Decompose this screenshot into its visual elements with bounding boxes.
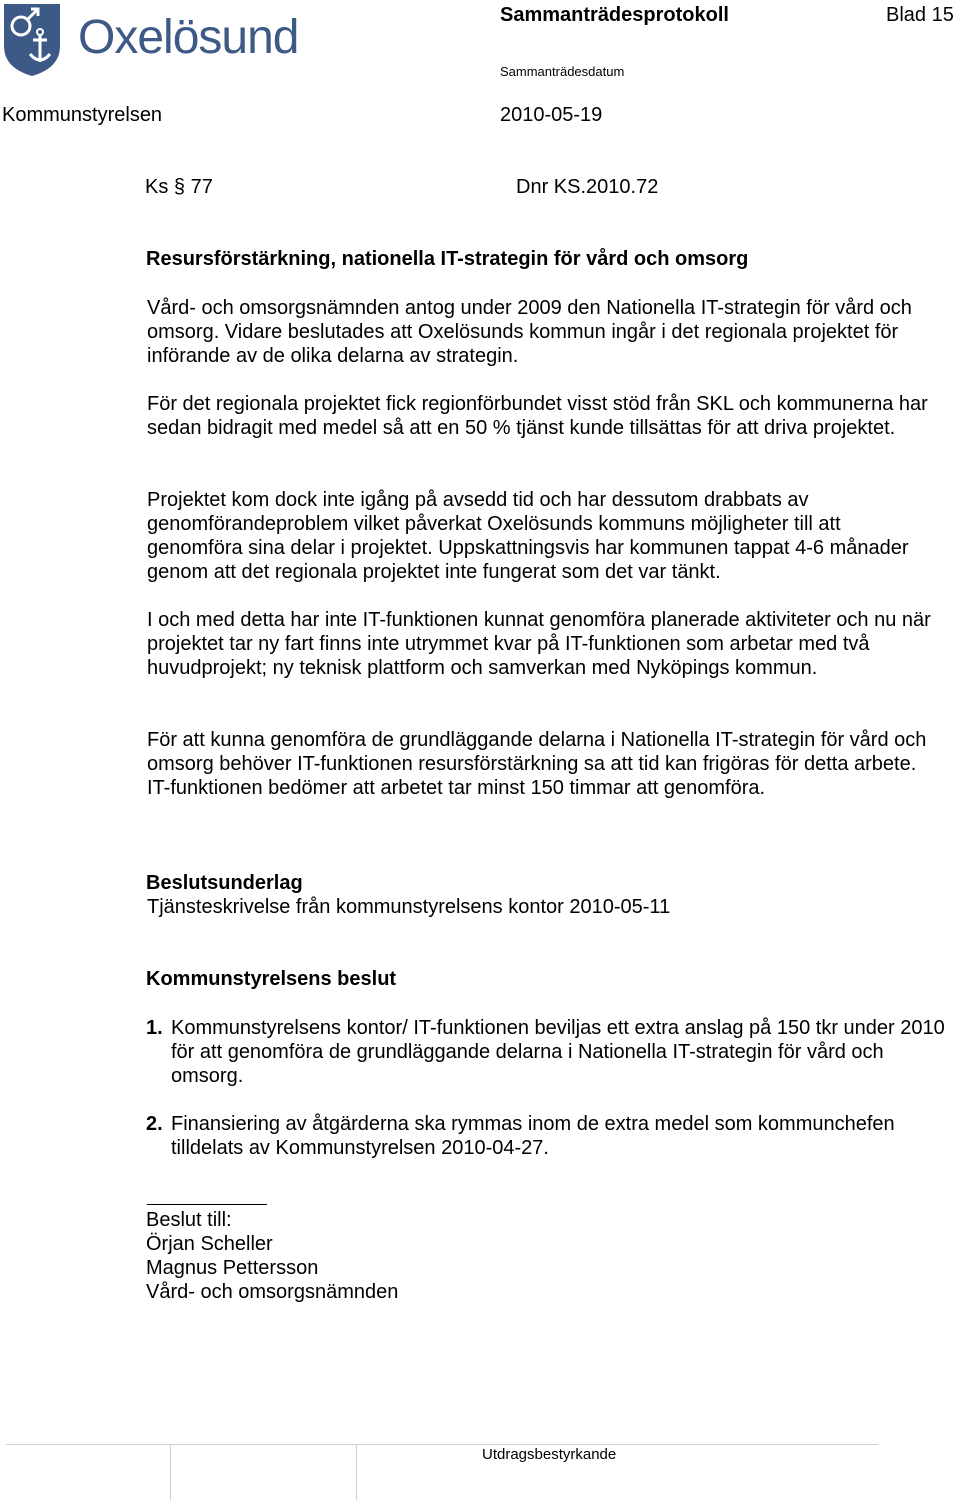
logo-wordmark: Oxelösund [78,11,299,64]
page-label: Blad 15 [886,4,954,26]
decision-item-number: 1. [146,1017,163,1039]
body-paragraph: Projektet kom dock inte igång på avsedd tid och har dessutom drabbats av genomförandeproblem vilket påverkat Oxelösunds kommuns möjligheter till att genomföra sina delar i projektet. Uppskattningsvis har kommunen tappat 4-6 månader genom att det regionala projektet inte fungerat som det var tänkt. [147,489,909,583]
footer-divider [6,1444,878,1445]
document-type: Sammanträdesprotokoll [500,4,729,26]
decision-item-text: Finansiering av åtgärderna ska rymmas inom de extra medel som kommunchefen tilldelats av Kommunstyrelsen 2010-04-27. [171,1113,895,1159]
body-paragraph: I och med detta har inte IT-funktionen kunnat genomföra planerade aktiviteter och nu när projektet tar ny fart finns inte utrymmet kvar på IT-funktionen som arbetar med två huvudprojekt; ny teknisk plattform och samverkan med Nyköpings kommun. [147,609,931,679]
body-paragraph: För att kunna genomföra de grundläggande delarna i Nationella IT-strategin för vård och omsorg behöver IT-funktionen resursförstärkning sa att tid kan frigöras för detta arbete. IT-funktionen bedömer att arbetet tar minst 150 timmar att genomföra. [147,729,927,799]
meeting-date-label: Sammanträdesdatum [500,64,625,79]
basis-heading: Beslutsunderlag [146,872,303,894]
case-number: Ks § 77 [145,176,213,198]
footer-signature-box-divider [170,1444,171,1500]
recipient-name: Magnus Pettersson [146,1257,319,1279]
municipality-shield-icon [2,2,62,78]
case-reference: Dnr KS.2010.72 [516,176,659,198]
decision-heading: Kommunstyrelsens beslut [146,968,397,990]
footer-certification-label: Utdragsbestyrkande [482,1446,617,1463]
recipients-label: Beslut till: [146,1209,232,1231]
decision-item-number: 2. [146,1113,163,1135]
recipient-name: Vård- och omsorgsnämnden [146,1281,399,1303]
case-title: Resursförstärkning, nationella IT-strategin för vård och omsorg [146,248,749,270]
recipient-name: Örjan Scheller [146,1233,273,1255]
body-paragraph: För det regionala projektet fick regionförbundet visst stöd från SKL och kommunerna har sedan bidragit med medel så att en 50 % tjänst kunde tillsättas för att driva projektet. [147,393,928,439]
signature-divider [147,1204,267,1205]
footer-signature-box-divider [356,1444,357,1500]
meeting-date: 2010-05-19 [500,104,603,126]
body-paragraph: Vård- och omsorgsnämnden antog under 2009 den Nationella IT-strategin för vård och omsorg. Vidare beslutades att Oxelösunds kommun ingår i det regionala projektet för införande av de olika delarna av strategin. [147,297,912,367]
basis-text: Tjänsteskrivelse från kommunstyrelsens kontor 2010-05-11 [147,896,671,918]
decision-item-text: Kommunstyrelsens kontor/ IT-funktionen beviljas ett extra anslag på 150 tkr under 2010 för att genomföra de grundläggande delarna i Nationella IT-strategin för vård och omsorg. [171,1017,945,1087]
organization-name: Kommunstyrelsen [2,104,163,126]
